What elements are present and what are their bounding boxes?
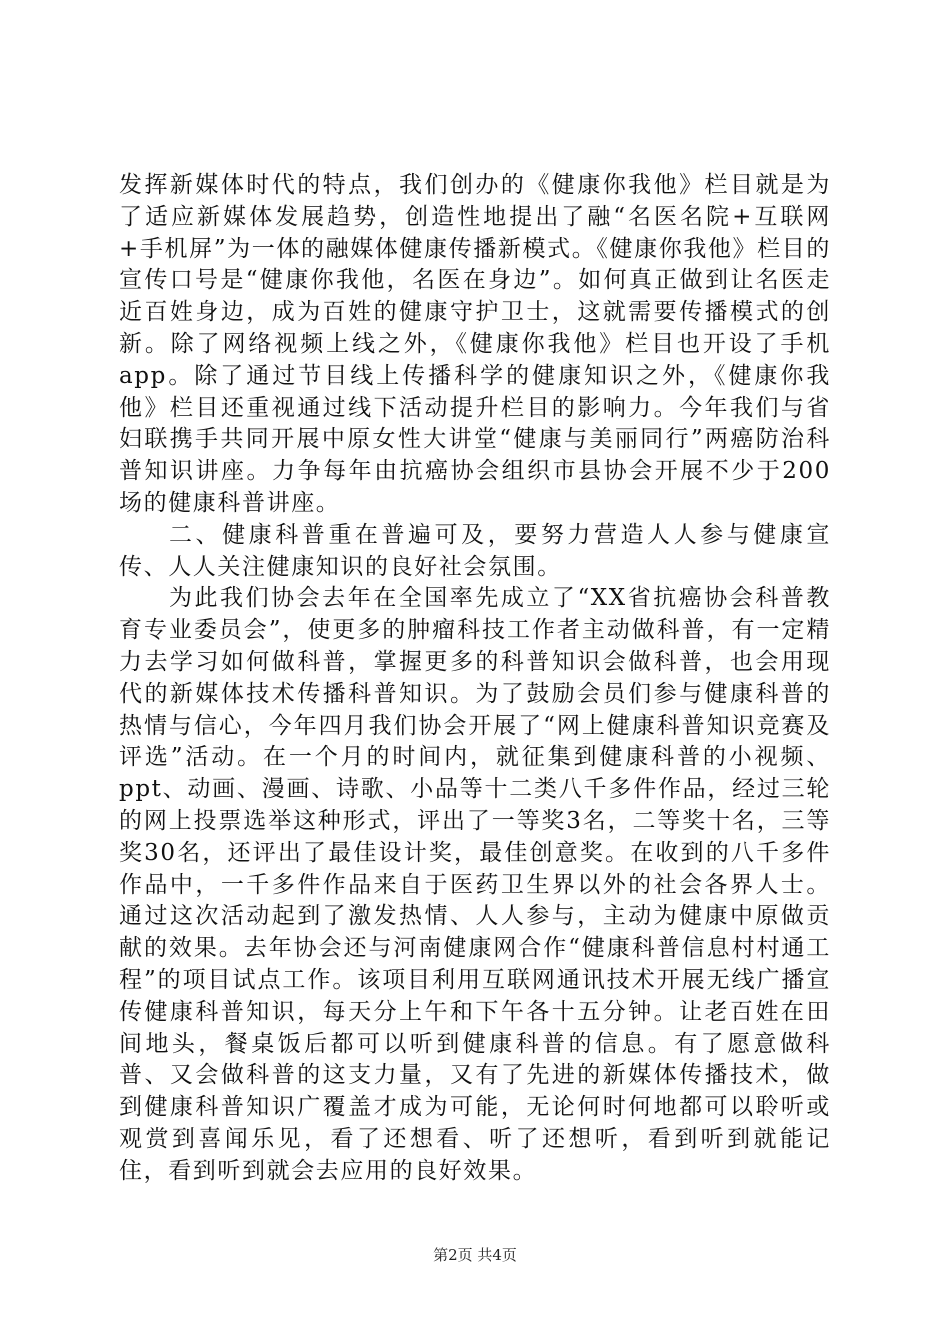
page-footer: 第2页 共4页 (433, 1246, 517, 1264)
section-heading-two: 二、健康科普重在普遍可及，要努力营造人人参与健康宣传、人人关注健康知识的良好社会氛围。 (119, 521, 831, 580)
paragraph-media-program: 发挥新媒体时代的特点，我们创办的《健康你我他》栏目就是为了适应新媒体发展趋势，创造性地提出了融“名医名院+互联网+手机屏”为一体的融媒体健康传播新模式。《健康你我他》栏目的宣传口号是“健康你我他，名医在身边”。如何真正做到让名医走近百姓身边，成为百姓的健康守护卫士，这就需要传播模式的创新。除了网络视频上线之外，《健康你我他》栏目也开设了手机app。除了通过节目线上传播科学的健康知识之外，《健康你我他》栏目还重视通过线下活动提升栏目的影响力。今年我们与省妇联携手共同开展中原女性大讲堂“健康与美丽同行”两癌防治科普知识讲座。力争每年由抗癌协会组织市县协会开展不少于200场的健康科普讲座。 (119, 172, 831, 516)
paragraph-association-activities: 为此我们协会去年在全国率先成立了“XX省抗癌协会科普教育专业委员会”，使更多的肿瘤科技工作者主动做科普，有一定精力去学习如何做科普，掌握更多的科普知识会做科普，也会用现代的新媒体技术传播科普知识。为了鼓励会员们参与健康科普的热情与信心，今年四月我们协会开展了“网上健康科普知识竞赛及评选”活动。在一个月的时间内，就征集到健康科普的小视频、ppt、动画、漫画、诗歌、小品等十二类八千多件作品，经过三轮的网上投票选举这种形式，评出了一等奖3名，二等奖十名，三等奖30名，还评出了最佳设计奖，最佳创意奖。在收到的八千多件作品中，一千多件作品来自于医药卫生界以外的社会各界人士。通过这次活动起到了激发热情、人人参与，主动为健康中原做贡献的效果。去年协会还与河南健康网合作“健康科普信息村村通工程”的项目试点工作。该项目利用互联网通讯技术开展无线广播宣传健康科普知识，每天分上午和下午各十五分钟。让老百姓在田间地头，餐桌饭后都可以听到健康科普的信息。有了愿意做科普、又会做科普的这支力量，又有了先进的新媒体传播技术，做到健康科普知识广覆盖才成为可能，无论何时何地都可以聆听或观赏到喜闻乐见，看了还想看、听了还想听，看到听到就能记住，看到听到就会去应用的良好效果。 (119, 585, 831, 1184)
document-body (119, 170, 831, 1188)
